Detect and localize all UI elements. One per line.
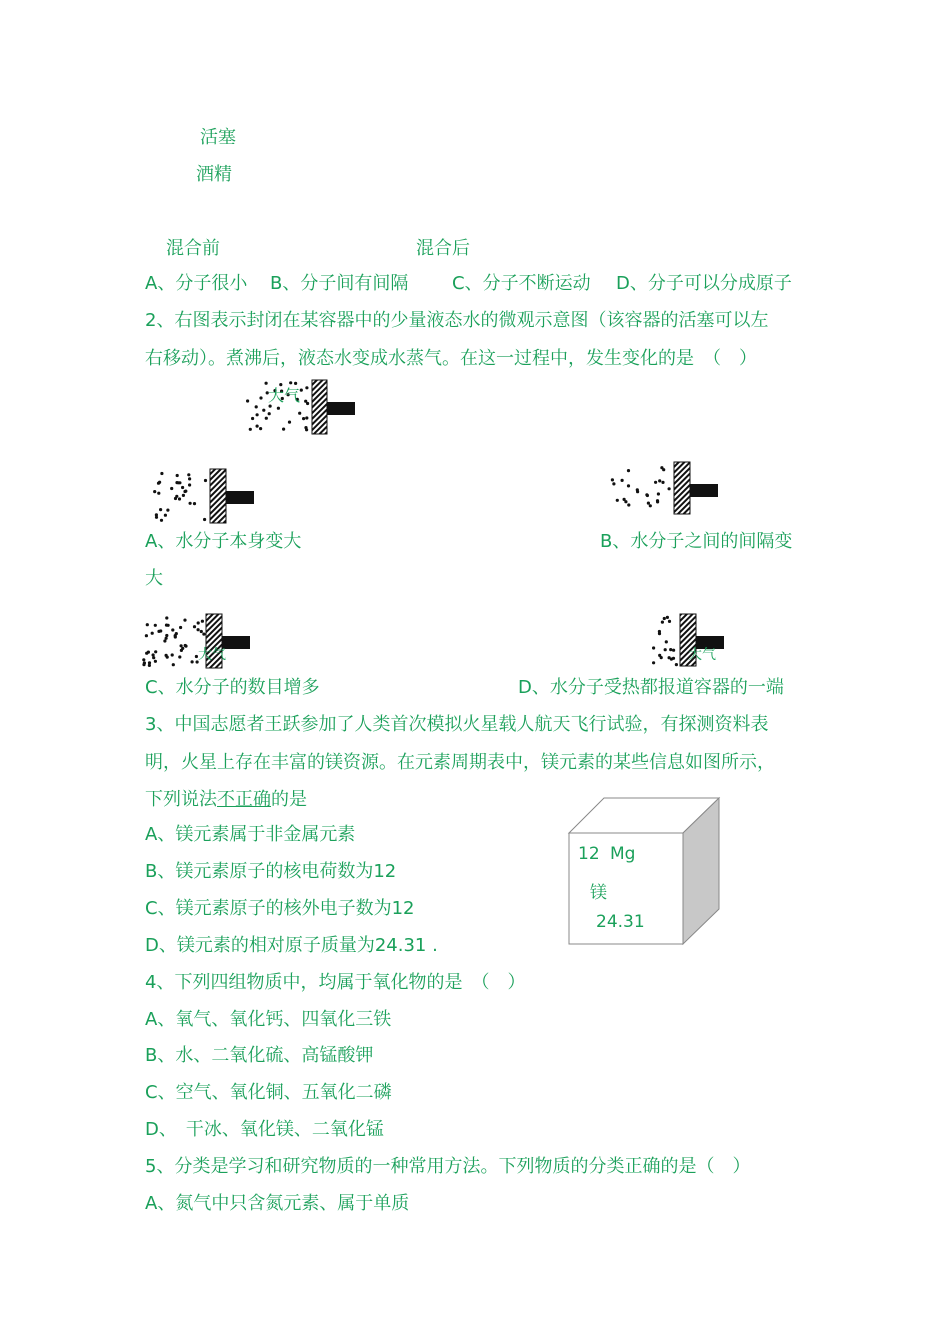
q2-option-c: C、水分子的数目增多 — [145, 677, 320, 698]
molecule-dot — [627, 469, 630, 472]
element-number: 12 — [578, 844, 600, 864]
molecule-dot — [649, 504, 652, 507]
molecule-dot — [165, 616, 168, 619]
q2-option-a: A、水分子本身变大 — [145, 531, 302, 552]
q3-stem-line2: 明，火星上存在丰富的镁资源。在元素周期表中，镁元素的某些信息如图所示， — [145, 752, 775, 773]
molecule-dot — [171, 653, 174, 656]
q3-stem-post: 的是 — [271, 789, 307, 810]
molecule-dot — [202, 633, 205, 636]
molecule-dot — [672, 649, 675, 652]
q1-option-a: A、分子很小 — [145, 273, 248, 294]
molecule-dot — [646, 494, 649, 497]
molecule-dot — [189, 502, 192, 505]
q3-stem-line1: 3、中国志愿者王跃参加了人类首次模拟火星载人航天飞行试验，有探测资料表 — [145, 714, 769, 735]
molecule-dot — [176, 474, 179, 477]
element-symbol: Mg — [610, 844, 636, 864]
q2-option-b-line1: B、水分子之间的间隔变 — [600, 531, 793, 552]
molecule-dot — [256, 413, 259, 416]
alcohol-label: 酒精 — [196, 164, 232, 185]
piston-label: 活塞 — [200, 127, 236, 148]
molecule-dot — [167, 624, 170, 627]
molecule-dot — [298, 412, 301, 415]
molecule-dot — [174, 497, 177, 500]
water-molecules — [142, 616, 205, 667]
molecule-dot — [183, 619, 186, 622]
molecule-dot — [669, 648, 672, 651]
molecule-dot — [184, 490, 187, 493]
molecule-dot — [624, 500, 627, 503]
molecule-dot — [157, 492, 160, 495]
q1-option-b: B、分子间有间隔 — [270, 273, 409, 294]
molecule-dot — [184, 644, 187, 647]
container-figure-main — [244, 378, 359, 436]
molecule-dot — [656, 500, 659, 503]
molecule-dot — [302, 417, 305, 420]
molecule-dot — [288, 421, 291, 424]
molecule-dot — [268, 412, 271, 415]
molecule-dot — [658, 630, 661, 633]
molecule-dot — [249, 428, 252, 431]
molecule-dot — [204, 479, 207, 482]
molecule-dot — [668, 487, 671, 490]
q3-stem-underlined: 不正确 — [217, 789, 271, 810]
molecule-dot — [154, 660, 157, 663]
molecule-dot — [616, 499, 619, 502]
molecule-dot — [182, 494, 185, 497]
water-molecules — [153, 472, 207, 522]
molecule-dot — [289, 381, 292, 384]
q2-stem-line2: 右移动）。煮沸后，液态水变成水蒸气。在这一过程中，发生变化的是 （ ） — [145, 348, 757, 369]
molecule-dot — [277, 407, 280, 410]
q5-stem: 5、分类是学习和研究物质的一种常用方法。下列物质的分类正确的是（ ） — [145, 1156, 751, 1177]
q4-option-d: D、 干冰、氧化镁、二氧化锰 — [145, 1119, 384, 1140]
molecule-dot — [171, 628, 174, 631]
molecule-dot — [142, 663, 145, 666]
molecule-dot — [663, 617, 666, 620]
molecule-dot — [265, 417, 268, 420]
molecule-dot — [160, 519, 163, 522]
molecule-dot — [197, 628, 200, 631]
molecule-dot — [305, 416, 308, 419]
molecule-dot — [188, 477, 191, 480]
molecule-dot — [152, 656, 155, 659]
molecule-dot — [666, 616, 669, 619]
air-label-c: 大气 — [198, 647, 226, 663]
molecule-dot — [172, 663, 175, 666]
molecule-dot — [178, 497, 181, 500]
molecule-dot — [259, 427, 262, 430]
molecule-dot — [661, 621, 664, 624]
container-figure-b — [606, 460, 724, 516]
molecule-dot — [647, 502, 650, 505]
molecule-dot — [157, 630, 160, 633]
air-label-main: 大气 — [268, 386, 301, 405]
q3-option-b: B、镁元素原子的核电荷数为12 — [145, 861, 397, 882]
molecule-dot — [654, 481, 657, 484]
molecule-dot — [154, 650, 157, 653]
molecule-dot — [166, 656, 169, 659]
molecule-dot — [661, 481, 664, 484]
container-figure-a — [148, 467, 258, 525]
molecule-dot — [153, 490, 156, 493]
molecule-dot — [142, 658, 145, 661]
air-label-d: 大气 — [688, 647, 716, 663]
q3-stem-line3 — [145, 789, 307, 811]
molecule-dot — [146, 623, 149, 626]
molecule-dot — [158, 481, 161, 484]
molecule-dot — [636, 488, 639, 491]
water-molecules — [652, 616, 678, 666]
molecule-dot — [160, 472, 163, 475]
q2-stem-line1: 2、右图表示封闭在某容器中的少量液态水的微观示意图（该容器的活塞可以左 — [145, 310, 769, 331]
molecule-dot — [174, 635, 177, 638]
molecule-dot — [259, 396, 262, 399]
molecule-dot — [627, 503, 630, 506]
molecule-dot — [154, 624, 157, 627]
molecule-dot — [177, 481, 180, 484]
water-molecules — [611, 466, 671, 507]
molecule-dot — [657, 492, 660, 495]
molecule-dot — [300, 389, 303, 392]
molecule-dot — [145, 634, 148, 637]
molecule-dot — [152, 653, 155, 656]
molecule-dot — [191, 660, 194, 663]
molecule-dot — [159, 508, 162, 511]
molecule-dot — [251, 417, 254, 420]
molecule-dot — [188, 483, 191, 486]
molecule-dot — [181, 486, 184, 489]
molecule-dot — [200, 630, 203, 633]
molecule-dot — [203, 518, 206, 521]
q4-stem: 4、下列四组物质中，均属于氧化物的是 （ ） — [145, 972, 526, 993]
molecule-dot — [256, 425, 259, 428]
q3-option-a: A、镁元素属于非金属元素 — [145, 824, 356, 845]
molecule-dot — [658, 479, 661, 482]
q4-option-c: C、空气、氧化铜、五氧化二磷 — [145, 1082, 392, 1103]
molecule-dot — [612, 482, 615, 485]
element-cube — [568, 796, 722, 948]
q1-option-d: D、分子可以分成原子 — [616, 273, 792, 294]
molecule-dot — [179, 626, 182, 629]
molecule-dot — [193, 625, 196, 628]
q2-option-d: D、水分子受热都报道容器的一端 — [518, 677, 784, 698]
molecule-dot — [652, 646, 655, 649]
molecule-dot — [664, 648, 667, 651]
element-mass: 24.31 — [596, 912, 645, 932]
before-mixing-label: 混合前 — [166, 238, 220, 259]
molecule-dot — [262, 409, 265, 412]
molecule-dot — [255, 405, 258, 408]
molecule-dot — [193, 502, 196, 505]
molecule-dot — [665, 640, 668, 643]
molecule-dot — [197, 621, 200, 624]
q4-option-b: B、水、二氧化硫、高锰酸钾 — [145, 1045, 374, 1066]
q3-option-d: D、镁元素的相对原子质量为24.31 . — [145, 935, 438, 956]
q4-option-a: A、氧气、氧化钙、四氧化三铁 — [145, 1009, 392, 1030]
molecule-dot — [660, 656, 663, 659]
molecule-dot — [652, 661, 655, 664]
molecule-dot — [151, 632, 154, 635]
molecule-dot — [246, 399, 249, 402]
molecule-dot — [155, 516, 158, 519]
q5-option-a: A、氮气中只含氮元素、属于单质 — [145, 1193, 410, 1214]
q2-option-b-line2: 大 — [145, 568, 163, 589]
molecule-dot — [164, 514, 167, 517]
q3-stem-pre: 下列说法 — [145, 789, 217, 810]
molecule-dot — [282, 428, 285, 431]
molecule-dot — [145, 652, 148, 655]
molecule-dot — [165, 634, 168, 637]
molecule-dot — [148, 664, 151, 667]
molecule-dot — [675, 663, 678, 666]
molecule-dot — [165, 637, 168, 640]
molecule-dot — [662, 468, 665, 471]
molecule-dot — [305, 428, 308, 431]
molecule-dot — [611, 478, 614, 481]
q1-option-c: C、分子不断运动 — [452, 273, 591, 294]
molecule-dot — [170, 487, 173, 490]
molecule-dot — [668, 656, 671, 659]
molecule-dot — [187, 473, 190, 476]
after-mixing-label: 混合后 — [416, 238, 470, 259]
element-name: 镁 — [590, 883, 607, 903]
molecule-dot — [305, 386, 308, 389]
molecule-dot — [306, 402, 309, 405]
molecule-dot — [621, 479, 624, 482]
molecule-dot — [178, 655, 181, 658]
q3-option-c: C、镁元素原子的核外电子数为12 — [145, 898, 415, 919]
molecule-dot — [668, 620, 671, 623]
molecule-dot — [181, 647, 184, 650]
molecule-dot — [166, 509, 169, 512]
molecule-dot — [201, 620, 204, 623]
molecule-dot — [627, 484, 630, 487]
